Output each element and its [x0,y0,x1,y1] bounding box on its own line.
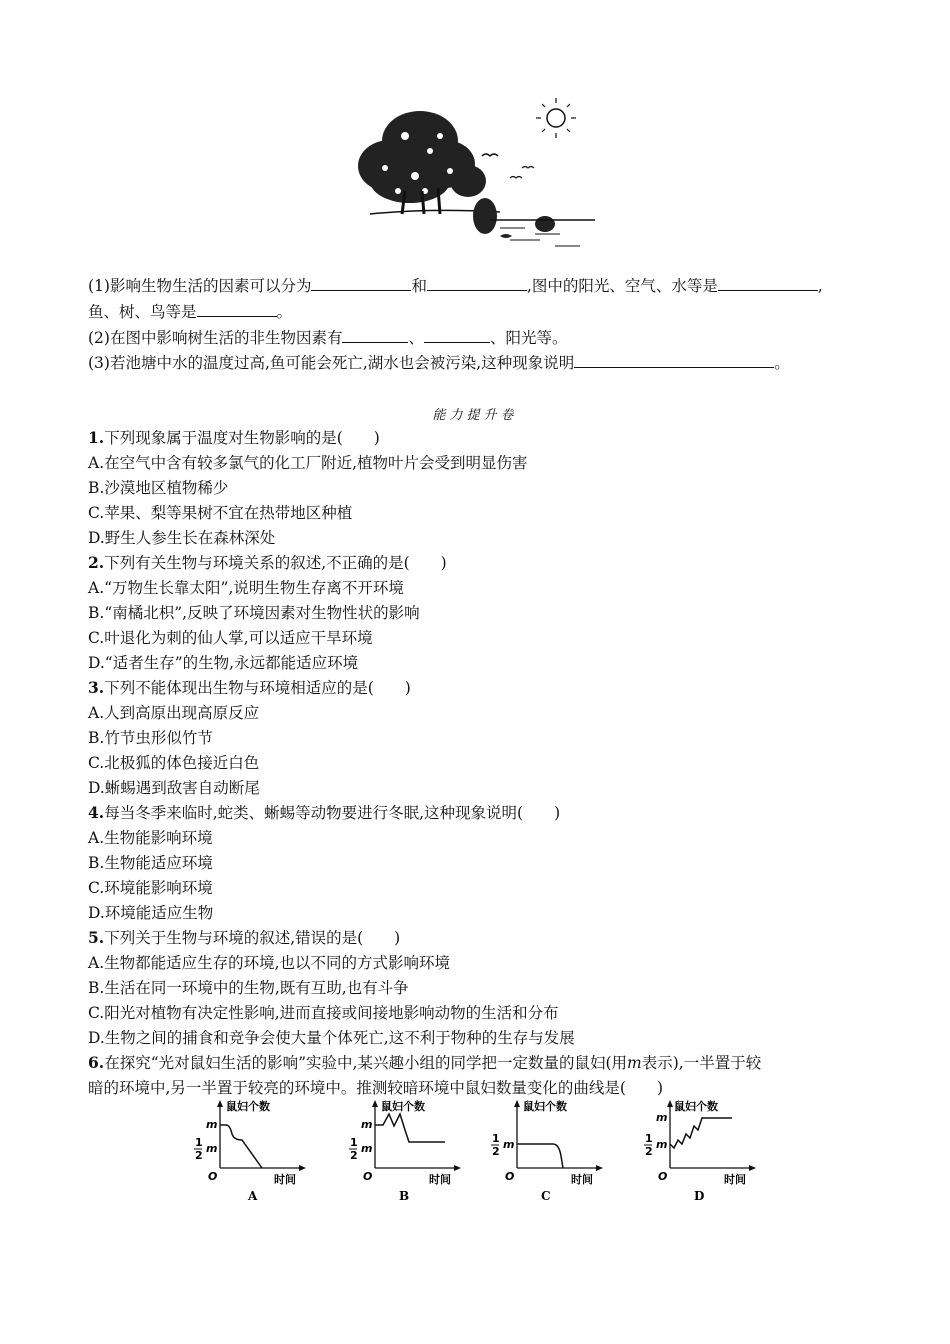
y-axis-label: 鼠妇个数 [674,1100,718,1113]
question-4-option-b: B.生物能适应环境 [88,854,213,872]
question-3-option-d: D.蜥蜴遇到敌害自动断尾 [88,779,260,797]
x-axis-label: 时间 [274,1173,296,1186]
text-segment: 和 [411,277,427,295]
question-2-option-b: B.“南橘北枳”,反映了环境因素对生物性状的影响 [88,604,420,622]
curve-a [220,1125,262,1168]
question-number: 5. [88,928,105,947]
text-segment: 。 [774,354,790,372]
question-3-option-a: A.人到高原出现高原反应 [88,704,260,722]
question-2-option-c: C.叶退化为刺的仙人掌,可以适应干旱环境 [88,629,373,647]
curve-c [517,1144,563,1168]
answer-blank[interactable] [197,302,277,317]
answer-blank[interactable] [342,328,408,343]
question-6-stem-line1 [88,1053,761,1073]
answer-blank[interactable] [424,328,490,343]
curve-b [375,1114,445,1142]
graph-d [640,1096,770,1206]
section-title: 能力提升卷 [432,408,518,423]
question-number: 1. [88,428,105,447]
x-axis-label: 时间 [429,1173,451,1186]
question-1-stem [88,428,380,448]
graph-a [190,1096,320,1206]
origin-label: O [658,1170,668,1183]
m-label: m [206,1118,218,1131]
question-4-option-d: D.环境能适应生物 [88,904,214,922]
text-segment: 。 [276,303,293,321]
graph-letter: D [694,1189,705,1203]
question-2-option-a: A.“万物生长靠太阳”,说明生物生存离不开环境 [88,579,404,597]
part1-line4 [88,353,790,373]
half-denominator: 2 [195,1149,203,1162]
graph-d-svg [640,1096,770,1206]
graph-c [487,1096,617,1206]
x-axis-label: 时间 [571,1173,593,1186]
y-axis-label: 鼠妇个数 [523,1100,567,1113]
question-stem: 下列现象属于温度对生物影响的是( ) [104,429,380,447]
text-segment: 、阳光等。 [489,329,568,347]
graph-letter: C [541,1189,551,1203]
half-denominator: 2 [645,1145,653,1158]
text-segment: (3)若池塘中水的温度过高,鱼可能会死亡,湖水也会被污染,这种现象说明 [88,354,575,372]
question-number: 2. [88,553,105,572]
text-segment: 鱼、树、鸟等是 [88,303,197,321]
question-2-stem [88,553,447,573]
question-1-option-d: D.野生人参生长在森林深处 [88,529,276,547]
question-stem: 下列有关生物与环境关系的叙述,不正确的是( ) [104,554,447,572]
question-5-option-d: D.生物之间的捕食和竞争会使大量个体死亡,这不利于物种的生存与发展 [88,1029,575,1047]
half-numerator: 1 [645,1132,653,1145]
question-3-option-c: C.北极狐的体色接近白色 [88,754,260,772]
answer-blank[interactable] [574,353,774,368]
question-3-stem [88,678,411,698]
question-5-option-b: B.生活在同一环境中的生物,既有互助,也有斗争 [88,979,409,997]
curve-d [670,1118,732,1148]
y-axis-label: 鼠妇个数 [381,1100,425,1113]
text-segment: (1)影响生物生活的因素可以分为 [88,277,312,295]
question-stem: 在探究“光对鼠妇生活的影响”实验中,某兴趣小组的同学把一定数量的鼠妇(用 [104,1054,628,1072]
text-segment: 、 [408,329,424,347]
question-5-option-c: C.阳光对植物有决定性影响,进而直接或间接地影响动物的生活和分布 [88,1004,559,1022]
question-3-option-b: B.竹节虫形似竹节 [88,729,213,747]
answer-blank[interactable] [311,276,411,291]
question-2-option-d: D.“适者生存”的生物,永远都能适应环境 [88,654,359,672]
question-stem: 表示),一半置于较 [641,1054,762,1072]
question-stem: 每当冬季来临时,蛇类、蜥蜴等动物要进行冬眠,这种现象说明( ) [104,804,561,822]
graph-letter: B [399,1189,410,1203]
y-axis-label: 鼠妇个数 [226,1100,270,1113]
half-m-label: m [206,1142,218,1155]
answer-blank[interactable] [427,276,527,291]
graph-letter: A [248,1189,258,1203]
graph-a-svg [190,1096,320,1206]
half-denominator: 2 [492,1145,500,1158]
answer-blank[interactable] [718,276,818,291]
question-1-option-b: B.沙漠地区植物稀少 [88,479,229,497]
question-stem: 下列不能体现出生物与环境相适应的是( ) [104,679,411,697]
part1-line1 [88,276,823,296]
pond-scene-icon [350,96,600,256]
m-label: m [361,1118,373,1131]
question-number: 3. [88,678,105,697]
text-segment: , [817,277,823,295]
question-5-stem [88,928,400,948]
question-stem: 下列关于生物与环境的叙述,错误的是( ) [104,929,401,947]
text-segment: (2)在图中影响树生活的非生物因素有 [88,329,343,347]
text-segment: ,图中的阳光、空气、水等是 [526,277,718,295]
half-numerator: 1 [350,1136,358,1149]
half-m-label: m [656,1138,668,1151]
half-m-label: m [361,1142,373,1155]
m-label: m [656,1111,668,1124]
question-4-option-c: C.环境能影响环境 [88,879,213,897]
origin-label: O [363,1170,373,1183]
question-4-stem [88,803,560,823]
half-numerator: 1 [195,1136,203,1149]
half-numerator: 1 [492,1132,500,1145]
question-1-option-c: C.苹果、梨等果树不宜在热带地区种植 [88,504,353,522]
question-6-stem-line2: 暗的环境中,另一半置于较亮的环境中。推测较暗环境中鼠妇数量变化的曲线是( ) [88,1079,664,1097]
question-number: 4. [88,803,105,822]
question-1-option-a: A.在空气中含有较多氯气的化工厂附近,植物叶片会受到明显伤害 [88,454,528,472]
half-m-label: m [503,1138,515,1151]
pond-scene-illustration [350,96,600,256]
part1-line3 [88,328,568,348]
graph-b-svg [345,1096,475,1206]
origin-label: O [505,1170,515,1183]
graph-c-svg [487,1096,617,1206]
question-5-option-a: A.生物都能适应生存的环境,也以不同的方式影响环境 [88,954,451,972]
part1-line2 [88,302,292,322]
graph-b [345,1096,475,1206]
origin-label: O [208,1170,218,1183]
x-axis-label: 时间 [724,1173,746,1186]
question-number: 6. [88,1053,105,1072]
half-denominator: 2 [350,1149,358,1162]
question-4-option-a: A.生物能影响环境 [88,829,213,847]
variable-m: m [627,1054,642,1072]
